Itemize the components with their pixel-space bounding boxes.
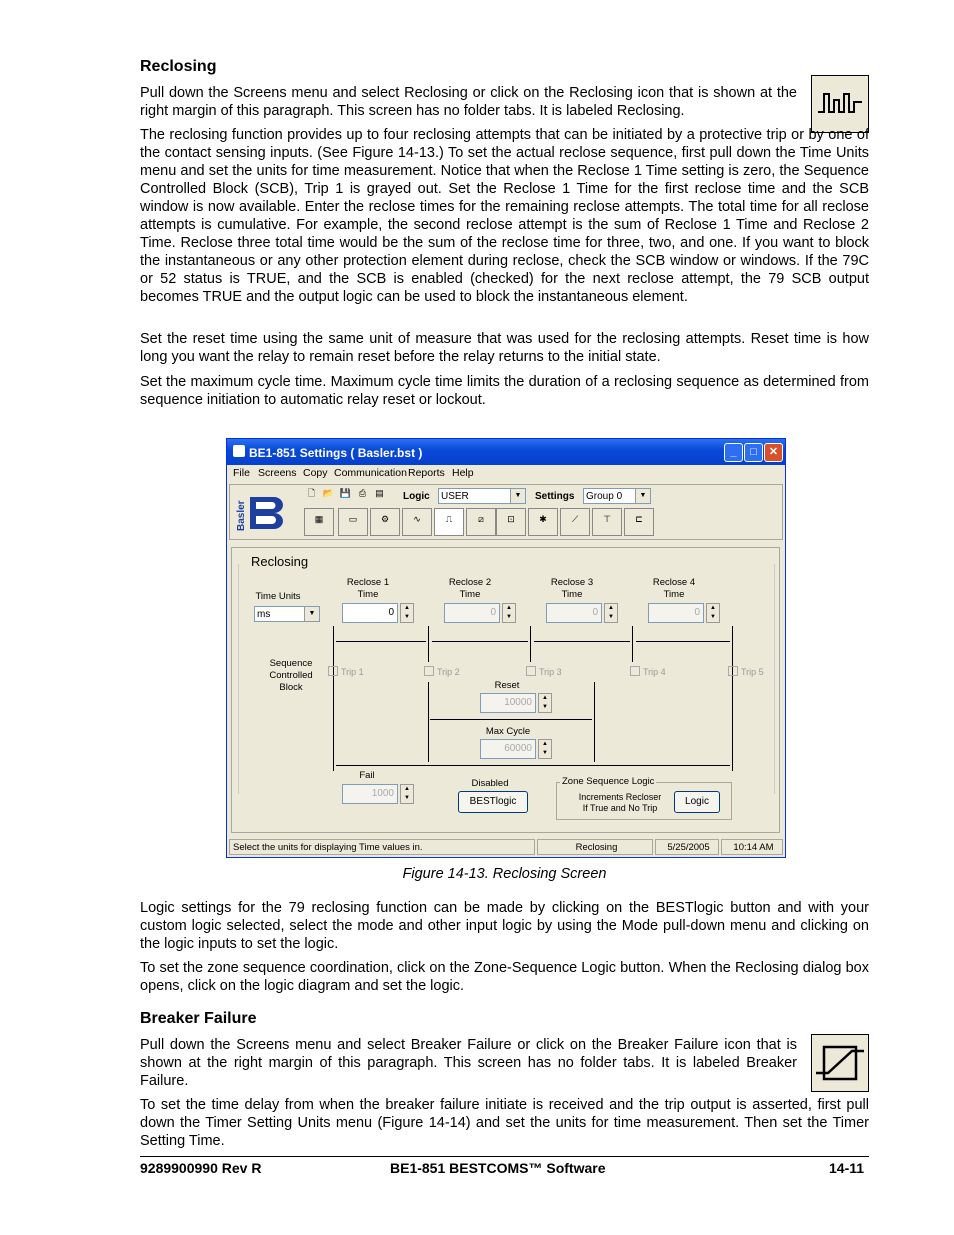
chevron-down-icon: ▼ bbox=[510, 489, 525, 503]
status-message: Select the units for displaying Time values in. bbox=[229, 839, 535, 855]
section-heading-breaker-failure: Breaker Failure bbox=[140, 1010, 257, 1027]
paragraph: Pull down the Screens menu and select Reclosing or click on the Reclosing icon that is shown at the right margin of this paragraph. This screen has no folder tabs. It is labeled Reclosing. bbox=[140, 85, 797, 119]
breaker-failure-icon[interactable]: ⧄ bbox=[466, 508, 496, 536]
reset-stepper[interactable]: ▲ ▼ bbox=[538, 693, 552, 713]
max-cycle-label: Max Cycle bbox=[485, 726, 531, 737]
save-icon[interactable]: 💾 bbox=[338, 487, 353, 502]
paragraph: To set the time delay from when the breaker failure initiate is received and the trip output is asserted, first pull down the Timer Setting Units menu (Figure 14-14) and set the units for time measurement. Then set the Timer Setting Time. bbox=[140, 1097, 869, 1149]
trip-5-checkbox[interactable]: Trip 5 bbox=[728, 666, 764, 677]
footer-rule bbox=[140, 1156, 869, 1157]
contact-icon[interactable]: ⟋ bbox=[560, 508, 590, 536]
reclose-1-stepper[interactable]: ▲ ▼ bbox=[400, 603, 414, 623]
output-icon[interactable]: ⊏ bbox=[624, 508, 654, 536]
fail-label: Fail bbox=[359, 770, 375, 781]
logic-select[interactable]: USER ▼ bbox=[438, 488, 526, 504]
reclose-4-stepper[interactable]: ▲ ▼ bbox=[706, 603, 720, 623]
trip-3-checkbox[interactable]: Trip 3 bbox=[526, 666, 562, 677]
app-icon bbox=[233, 445, 245, 457]
trip-4-checkbox[interactable]: Trip 4 bbox=[630, 666, 666, 677]
trip-2-checkbox[interactable]: Trip 2 bbox=[424, 666, 460, 677]
footer-left: 9289900990 Rev R bbox=[140, 1160, 262, 1176]
zone-logic-button[interactable]: Logic bbox=[674, 791, 720, 813]
figure-caption: Figure 14-13. Reclosing Screen bbox=[402, 866, 607, 882]
bestlogic-button[interactable]: BESTlogic bbox=[458, 791, 528, 813]
footer-center: BE1-851 BESTCOMS™ Software bbox=[390, 1160, 606, 1176]
reclose-3-stepper[interactable]: ▲ ▼ bbox=[604, 603, 618, 623]
disabled-label: Disabled bbox=[471, 778, 509, 789]
logic-label: Logic bbox=[403, 491, 430, 502]
reclose-3-label: Reclose 3 Time bbox=[550, 577, 594, 600]
settings-group-select[interactable]: Group 0 ▼ bbox=[583, 488, 651, 504]
reclose-3-input[interactable]: 0 bbox=[546, 603, 602, 623]
basler-logo: Basler bbox=[236, 493, 290, 533]
reclose-1-label: Reclose 1 Time bbox=[346, 577, 390, 600]
reclose-1-input[interactable]: 0 bbox=[342, 603, 398, 623]
settings-label: Settings bbox=[535, 491, 575, 502]
panel-title: Reclosing bbox=[248, 554, 311, 569]
footer-page-number: 14-11 bbox=[829, 1160, 865, 1176]
toolbar bbox=[229, 484, 783, 540]
paragraph: Set the maximum cycle time. Maximum cycle time limits the duration of a reclosing sequence as determined from sequence initiation to automatic relay reset or lockout. bbox=[140, 374, 869, 408]
title-bar bbox=[227, 439, 785, 465]
menu-copy[interactable]: Copy bbox=[303, 467, 328, 479]
max-cycle-input[interactable]: 60000 bbox=[480, 739, 536, 759]
paragraph: Logic settings for the 79 reclosing function can be made by clicking on the BESTlogic button and with your custom logic selected, select the mode and other input logic by using the Mode pull-down menu and clicking on the logic inputs to set the logic. bbox=[140, 900, 869, 952]
chevron-down-icon: ▼ bbox=[304, 607, 319, 621]
maximize-button[interactable]: □ bbox=[744, 443, 763, 462]
zone-title: Zone Sequence Logic bbox=[562, 776, 655, 787]
fail-stepper[interactable]: ▲ ▼ bbox=[400, 784, 414, 804]
new-icon[interactable]: 🗋 bbox=[304, 487, 319, 502]
reclose-4-input[interactable]: 0 bbox=[648, 603, 704, 623]
ct-vt-icon[interactable]: ⚙ bbox=[370, 508, 400, 536]
time-units-label: Time Units bbox=[255, 591, 301, 602]
bug-icon[interactable]: ✱ bbox=[528, 508, 558, 536]
max-cycle-stepper[interactable]: ▲ ▼ bbox=[538, 739, 552, 759]
reset-label: Reset bbox=[494, 680, 520, 691]
paragraph: The reclosing function provides up to four reclosing attempts that can be initiated by a protective trip or by one of the contact sensing inputs. (See Figure 14-13.) To set the actual reclose sequence, first pull down the Time Units menu and set the units for time measurement. Notice that when the Reclose 1 Time setting is zero, the Sequence Controlled Block (SCB), Trip 1 is grayed out. Set the Reclose 1 Time for the first reclose time and the SCB window is now available. Enter the reclose times for the remaining reclose attempts. The total time for all reclose attempts is cumulative. For example, the second reclose attempt is the sum of Reclose 1 Time and Reclose 2 Time. Reclose three total time would be the sum of the reclose time for three, two, and one. If you want to block the instantaneous or any other protection element during reclose, check the SCB window or windows. If the 79C or 52 status is TRUE, and the SCB is enabled (checked) for the next reclose attempt, the 79 SCB output becomes TRUE and the output logic can be used to block the instantaneous element. bbox=[140, 127, 869, 305]
trip-1-checkbox[interactable]: Trip 1 bbox=[328, 666, 364, 677]
time-units-select[interactable]: ms ▼ bbox=[254, 606, 320, 622]
menu-screens[interactable]: Screens bbox=[258, 467, 297, 479]
reclose-2-stepper[interactable]: ▲ ▼ bbox=[502, 603, 516, 623]
metering-icon[interactable]: ▦ bbox=[304, 508, 334, 536]
fail-input[interactable]: 1000 bbox=[342, 784, 398, 804]
preview-icon[interactable]: ▤ bbox=[372, 487, 387, 502]
timeline-line bbox=[333, 626, 334, 771]
status-time: 10:14 AM bbox=[721, 839, 783, 855]
zone-text: Increments Recloser If True and No Trip bbox=[578, 792, 662, 813]
reset-input[interactable]: 10000 bbox=[480, 693, 536, 713]
section-heading-reclosing: Reclosing bbox=[140, 58, 217, 75]
print-icon[interactable]: ⎙ bbox=[355, 487, 370, 502]
menu-communication[interactable]: Communication bbox=[334, 467, 407, 479]
reclosing-panel bbox=[231, 547, 780, 833]
status-screen: Reclosing bbox=[537, 839, 653, 855]
window-title: BE1-851 Settings ( Basler.bst ) bbox=[249, 446, 423, 460]
reclosing-icon bbox=[811, 75, 869, 133]
paragraph: Pull down the Screens menu and select Breaker Failure or click on the Breaker Failure icon that is shown at the right margin of this paragraph. This screen has no folder tabs. It is labeled Breaker Failure. bbox=[140, 1037, 797, 1089]
overcurrent-icon[interactable]: ∿ bbox=[402, 508, 432, 536]
minimize-button[interactable]: _ bbox=[724, 443, 743, 462]
status-bar bbox=[229, 839, 783, 856]
reclose-2-label: Reclose 2 Time bbox=[448, 577, 492, 600]
open-icon[interactable]: 📂 bbox=[321, 487, 336, 502]
menu-file[interactable]: File bbox=[233, 467, 250, 479]
relay-icon[interactable]: ▭ bbox=[338, 508, 368, 536]
menu-help[interactable]: Help bbox=[452, 467, 474, 479]
close-button[interactable]: ✕ bbox=[764, 443, 783, 462]
paragraph: Set the reset time using the same unit of measure that was used for the reclosing attempts. Reset time is how long you want the relay to remain reset before the relay returns to the initial state. bbox=[140, 331, 869, 365]
reclose-2-input[interactable]: 0 bbox=[444, 603, 500, 623]
reclose-4-label: Reclose 4 Time bbox=[652, 577, 696, 600]
menu-reports[interactable]: Reports bbox=[408, 467, 445, 479]
scb-label: Sequence Controlled Block bbox=[269, 658, 313, 693]
menu-bar bbox=[227, 465, 785, 483]
status-date: 5/25/2005 bbox=[655, 839, 719, 855]
paragraph: To set the zone sequence coordination, click on the Zone-Sequence Logic button. When the Reclosing dialog box opens, click on the logic diagram and set the logic. bbox=[140, 960, 869, 994]
timer-icon[interactable]: ⊡ bbox=[496, 508, 526, 536]
breaker-failure-icon bbox=[811, 1034, 869, 1092]
reclosing-toolbar-icon[interactable]: ⎍ bbox=[434, 508, 464, 536]
tc-icon[interactable]: ⊤ bbox=[592, 508, 622, 536]
chevron-down-icon: ▼ bbox=[635, 489, 650, 503]
settings-window bbox=[226, 438, 786, 858]
